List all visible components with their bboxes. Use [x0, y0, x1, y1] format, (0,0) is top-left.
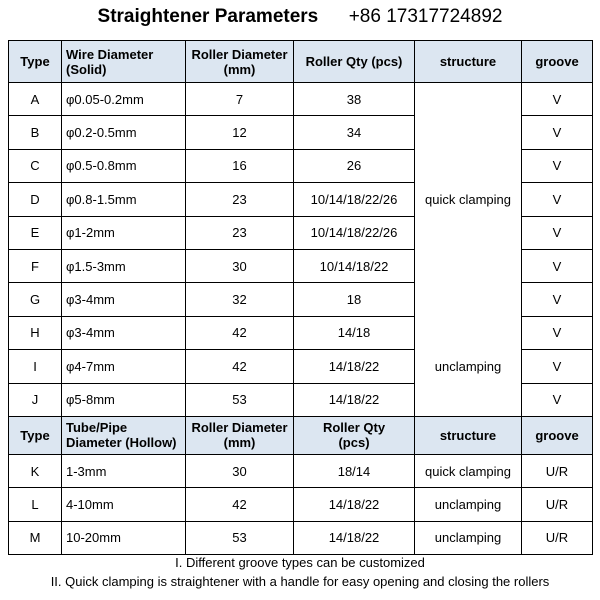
table-cell: 10/14/18/22/26: [294, 183, 415, 216]
table-cell: A: [9, 83, 62, 116]
table-cell: φ3-4mm: [62, 316, 186, 349]
table-cell: V: [522, 249, 593, 282]
table-cell: unclamping: [415, 488, 522, 521]
table-cell: 14/18/22: [294, 521, 415, 554]
table-row: [9, 454, 593, 487]
table-cell: U/R: [522, 488, 593, 521]
note-1: I. Different groove types can be customized: [175, 555, 425, 570]
table-cell: φ1.5-3mm: [62, 249, 186, 282]
table-cell: 1-3mm: [62, 454, 186, 487]
table-row: [9, 521, 593, 554]
table-cell: 10/14/18/22: [294, 249, 415, 282]
table-cell: E: [9, 216, 62, 249]
solid-header-cell: structure: [415, 41, 522, 83]
table-cell: 53: [186, 383, 294, 416]
table-cell: L: [9, 488, 62, 521]
table-cell: V: [522, 183, 593, 216]
table-cell: 12: [186, 116, 294, 149]
table-cell: M: [9, 521, 62, 554]
table-row: [9, 488, 593, 521]
table-cell: V: [522, 83, 593, 116]
note-2: II. Quick clamping is straightener with a handle for easy opening and closing the rollers: [50, 574, 550, 589]
table-cell: 42: [186, 316, 294, 349]
table-cell: 53: [186, 521, 294, 554]
solid-header-row: [9, 41, 593, 83]
table-cell: 42: [186, 488, 294, 521]
table-cell: 18: [294, 283, 415, 316]
table-cell: C: [9, 149, 62, 182]
solid-header-cell: groove: [522, 41, 593, 83]
parameters-table: [8, 40, 593, 555]
table-cell: 32: [186, 283, 294, 316]
hollow-header-cell: Tube/Pipe Diameter (Hollow): [62, 416, 186, 454]
table-cell: D: [9, 183, 62, 216]
table-cell: φ1-2mm: [62, 216, 186, 249]
table-cell: G: [9, 283, 62, 316]
table-cell: 30: [186, 454, 294, 487]
table-cell: φ0.2-0.5mm: [62, 116, 186, 149]
table-cell: 42: [186, 350, 294, 383]
solid-header-cell: Roller Qty (pcs): [294, 41, 415, 83]
table-cell: 14/18: [294, 316, 415, 349]
table-cell: V: [522, 149, 593, 182]
table-cell: V: [522, 216, 593, 249]
table-cell: unclamping: [415, 316, 522, 416]
table-cell: φ4-7mm: [62, 350, 186, 383]
table-cell: 14/18/22: [294, 350, 415, 383]
table-cell: φ3-4mm: [62, 283, 186, 316]
table-cell: φ0.5-0.8mm: [62, 149, 186, 182]
table-cell: B: [9, 116, 62, 149]
table-row: [9, 316, 593, 349]
table-cell: K: [9, 454, 62, 487]
solid-header-cell: Wire Diameter (Solid): [62, 41, 186, 83]
table-cell: V: [522, 383, 593, 416]
table-cell: J: [9, 383, 62, 416]
hollow-header-cell: Roller Diameter (mm): [186, 416, 294, 454]
notes: [8, 553, 592, 591]
table-cell: 23: [186, 183, 294, 216]
hollow-header-cell: groove: [522, 416, 593, 454]
table-cell: 30: [186, 249, 294, 282]
table-cell: φ0.8-1.5mm: [62, 183, 186, 216]
table-cell: 14/18/22: [294, 488, 415, 521]
table-cell: 14/18/22: [294, 383, 415, 416]
table-cell: V: [522, 116, 593, 149]
table-cell: 7: [186, 83, 294, 116]
hollow-header-cell: Type: [9, 416, 62, 454]
page-title: Straightener Parameters: [97, 6, 319, 27]
table-cell: 23: [186, 216, 294, 249]
table-cell: U/R: [522, 454, 593, 487]
table-cell: I: [9, 350, 62, 383]
table-cell: quick clamping: [415, 454, 522, 487]
table-cell: 34: [294, 116, 415, 149]
table-cell: φ5-8mm: [62, 383, 186, 416]
table-cell: 26: [294, 149, 415, 182]
table-cell: 4-10mm: [62, 488, 186, 521]
table-cell: 38: [294, 83, 415, 116]
hollow-header-cell: Roller Qty (pcs): [294, 416, 415, 454]
table-cell: φ0.05-0.2mm: [62, 83, 186, 116]
hollow-header-cell: structure: [415, 416, 522, 454]
solid-header-cell: Roller Diameter (mm): [186, 41, 294, 83]
table-cell: unclamping: [415, 521, 522, 554]
page-header: [0, 6, 600, 34]
table-cell: 18/14: [294, 454, 415, 487]
table-row: [9, 83, 593, 116]
table-cell: V: [522, 350, 593, 383]
phone-number: +86 17317724892: [348, 6, 503, 27]
table-cell: H: [9, 316, 62, 349]
hollow-header-row: [9, 416, 593, 454]
table-cell: 16: [186, 149, 294, 182]
table-cell: quick clamping: [415, 83, 522, 317]
table-cell: F: [9, 249, 62, 282]
table-cell: U/R: [522, 521, 593, 554]
table-cell: 10/14/18/22/26: [294, 216, 415, 249]
table-cell: V: [522, 283, 593, 316]
table-cell: V: [522, 316, 593, 349]
table-cell: 10-20mm: [62, 521, 186, 554]
solid-header-cell: Type: [9, 41, 62, 83]
